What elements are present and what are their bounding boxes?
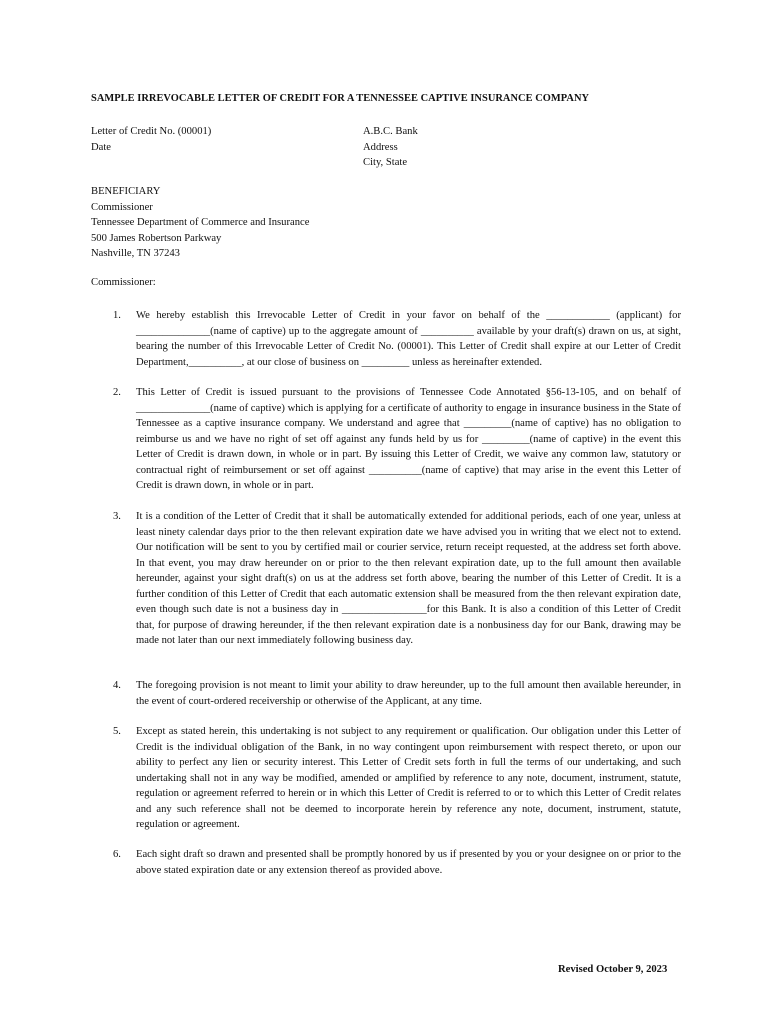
- beneficiary-line: Nashville, TN 37243: [91, 248, 180, 260]
- paragraph-text: Each sight draft so drawn and presented shall be promptly honored by us if presented by you or your designee on or prior to the above stated expiration date or any extension thereof as provided above.: [136, 849, 681, 876]
- paragraph-number: 1.: [113, 310, 121, 321]
- beneficiary-line: Tennessee Department of Commerce and Insurance: [91, 217, 310, 229]
- paragraph-number: 6.: [113, 849, 121, 860]
- beneficiary-line: 500 James Robertson Parkway: [91, 232, 222, 244]
- document-title: SAMPLE IRREVOCABLE LETTER OF CREDIT FOR A TENNESSEE CAPTIVE INSURANCE COMPANY: [91, 93, 590, 104]
- paragraph-number: 4.: [113, 680, 121, 691]
- paragraph-text: We hereby establish this Irrevocable Letter of Credit in your favor on behalf of the ____________ (applicant) for ______________(name of captive) up to the aggregate amount of __________ available by your draft(s) drawn on us, at sight, bearing the number of this Irrevocable Letter of Credit No. (00001). This Letter of Credit shall expire at our Letter of Credit Department,__________, at our close of business on _________ unless as hereinafter extended.: [136, 310, 681, 368]
- paragraph-text: The foregoing provision is not meant to limit your ability to draw hereunder, up to the full amount then available hereunder, in the event of court-ordered receivership or otherwise of the Applicant, at any time.: [136, 680, 681, 707]
- salutation: Commissioner:: [91, 277, 156, 288]
- revision-date: Revised October 9, 2023: [558, 964, 668, 975]
- beneficiary-line: Commissioner: [91, 201, 153, 213]
- paragraph-number: 3.: [113, 511, 121, 522]
- paragraph-number: 2.: [113, 387, 121, 398]
- bank-city-state: City, State: [363, 157, 408, 168]
- date-label: Date: [91, 141, 111, 153]
- paragraph-text: Except as stated herein, this undertaking is not subject to any requirement or qualification. Our obligation under this Letter of Credit is the individual obligation of the Bank, in no way contingent upon reimbursement with respect thereto, or upon our ability to perfect any lien or security interest. This Letter of Credit sets forth in full the terms of our undertaking, and such undertaking shall not in any way be modified, amended or amplified by reference to any note, document, instrument, statute, regulation or agreement referred to herein or in which this Letter of Credit is referred to or to which this Letter of Credit relates and any such reference shall not be deemed to incorporate herein by reference any note, document, instrument, statute, regulation or agreement.: [136, 726, 681, 830]
- paragraph-number: 5.: [113, 726, 121, 737]
- bank-address-block: [363, 124, 418, 171]
- beneficiary-heading: BENEFICIARY: [91, 186, 161, 197]
- letter-number: Letter of Credit No. (00001): [91, 126, 212, 137]
- bank-address: Address: [363, 141, 398, 153]
- beneficiary-block: [91, 184, 309, 262]
- paragraph-text: It is a condition of the Letter of Credit that it shall be automatically extended for additional periods, each of one year, unless at least ninety calendar days prior to the then relevant expiration date we have advised you in writing that we elect not to extend. Our notification will be sent to you by certified mail or courier service, return receipt requested, at the address set forth above. In that event, you may draw hereunder on or prior to the then relevant expiration date, up to the full amount then available hereunder, against your sight draft(s) on us at the address set forth above, bearing the number of this Letter of Credit. It is a further condition of this Letter of Credit that each automatic extension shall be measured from the then relevant expiration date, even though such date is not a business day in ________________for this Bank. It is also a condition of this Letter of Credit that, for purpose of drawing hereunder, if the then relevant expiration date is a nonbusiness day for our Bank, drawing may be made not later than our next immediately following business day.: [136, 511, 681, 646]
- letter-header-left: [91, 124, 211, 155]
- bank-name: A.B.C. Bank: [363, 126, 418, 137]
- paragraph-text: This Letter of Credit is issued pursuant to the provisions of Tennessee Code Annotated §56-13-105, and on behalf of ______________(name of captive) which is applying for a certificate of authority to engage in insurance business in the State of Tennessee as a captive insurance company. We understand and agree that _________(name of captive) has no obligation to reimburse us and we have no right of set off against any funds held by us for _________(name of captive) in the event this Letter of Credit is drawn down, in whole or in part. By issuing this Letter of Credit, we waive any common law, statutory or contractual right of reimbursement or set off against __________(name of captive) that may arise in the event this Letter of Credit is drawn down, in whole or in part.: [136, 387, 681, 491]
